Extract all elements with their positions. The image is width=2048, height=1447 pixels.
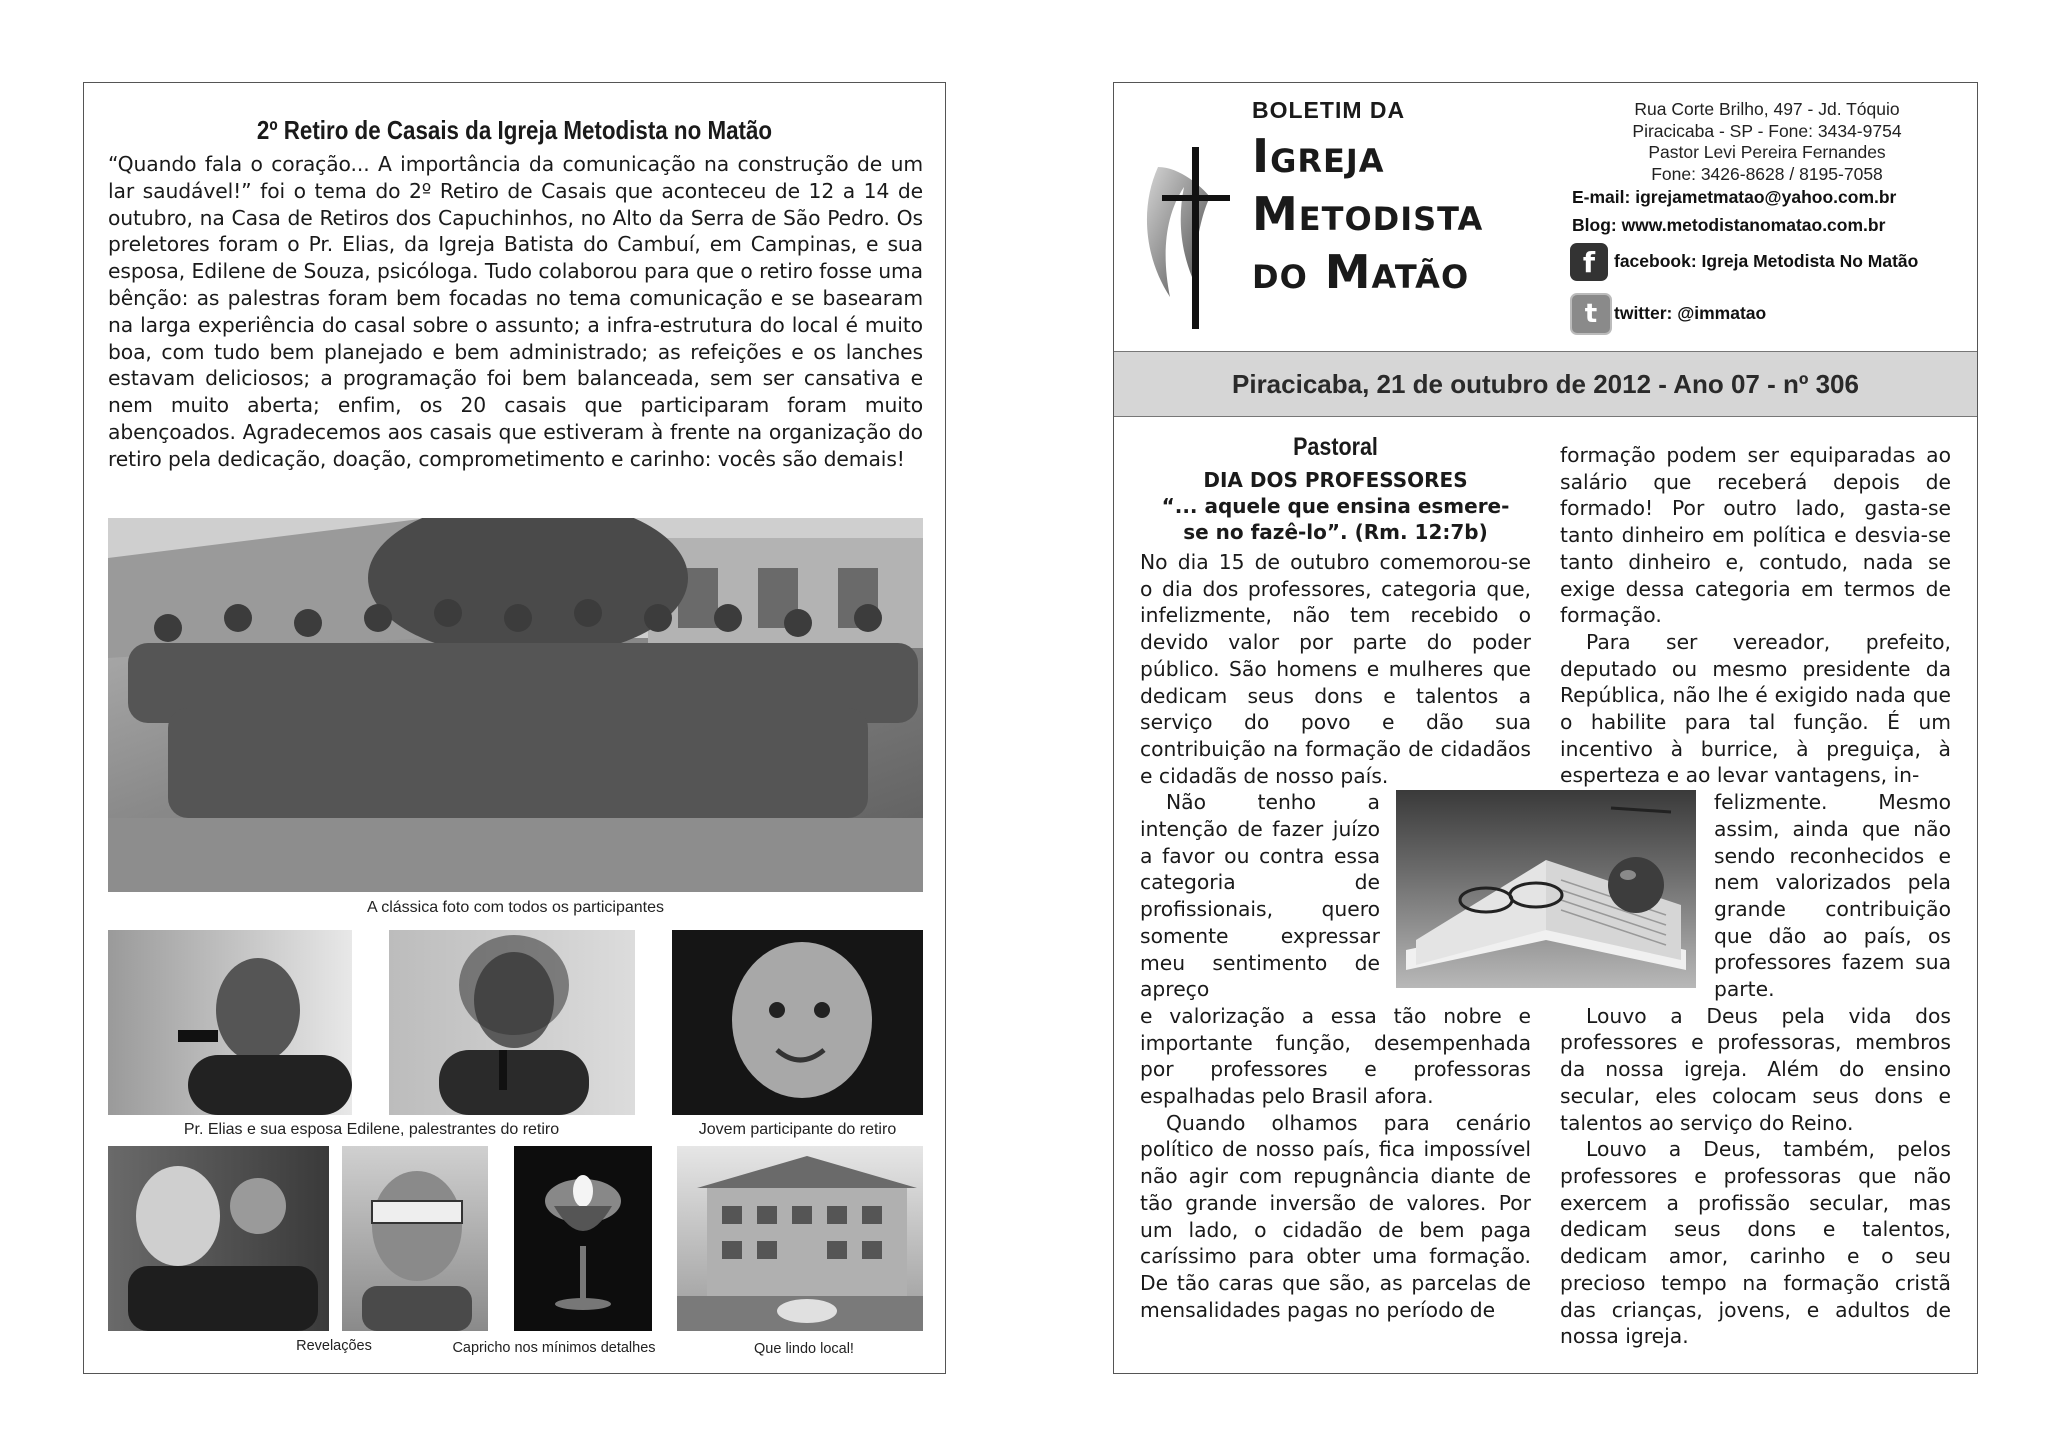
date-bar: Piracicaba, 21 de outubro de 2012 - Ano 07 - nº 306 bbox=[1114, 351, 1977, 417]
baby-photo bbox=[672, 930, 923, 1115]
facebook-link[interactable]: facebook: Igreja Metodista No Matão bbox=[1614, 251, 1919, 271]
col1-paragraph-2a: Não tenho a intenção de fazer juízo a favor ou contra essa categoria de profissionais, quero somente expressar meu sentimento de apreço bbox=[1140, 790, 1380, 1002]
church-name-line3: do Matão bbox=[1252, 245, 1470, 299]
right-page bbox=[1113, 82, 1978, 1374]
twitter-icon[interactable]: t bbox=[1570, 293, 1612, 335]
caption-young-participant: Jovem participante do retiro bbox=[698, 1121, 897, 1138]
email-link[interactable]: E-mail: igrejametmatao@yahoo.com.br bbox=[1572, 187, 1897, 207]
pastoral-column-2 bbox=[1560, 442, 1951, 1350]
pastor-phone: Fone: 3426-8628 / 8195-7058 bbox=[1651, 163, 1883, 184]
methodist-cross-flame-icon bbox=[1140, 147, 1240, 329]
caption-details: Capricho nos mínimos detalhes bbox=[452, 1340, 656, 1356]
masthead bbox=[1114, 83, 1977, 351]
pastor-photo bbox=[108, 930, 352, 1115]
candle-photo bbox=[514, 1146, 652, 1331]
article-body: “Quando fala o coração... A importância da comunicação na construção de um lar saudável!” foi o tema do 2º Retiro de Casais que aconteceu de 12 a 14 de outubro, na Casa de Retiros dos Capuchinhos, no Alto da Serra de São Pedro. Os preletores foram o Pr. Elias, da Igreja Batista do Cambuí, em Campinas, e sua esposa, Edilene de Souza, psicóloga. Tudo colaborou para que o retiro fosse uma bênção: as palestras foram bem focadas no tema comunicação e se basearam na larga experiência do casal sobre o assunto; a infra-estrutura do local é muito boa, com tudo bem planejado e bem administrado; as refeições e os lanches estavam deliciosos; a programação foi bem balanceada, sem ser cansativa e nem muito aberta; enfim, os 20 casais que participaram foram muito abençoados. Agradecemos aos casais que estiveram à frente na organização do retiro pela dedicação, doação, comprometimento e carinho: vocês são demais! bbox=[108, 152, 923, 471]
caption-location: Que lindo local! bbox=[754, 1341, 854, 1357]
sunglasses-man-photo bbox=[342, 1146, 488, 1331]
caption-revelations: Revelações bbox=[296, 1338, 372, 1354]
church-name-line2: Metodista bbox=[1252, 187, 1484, 241]
address: Rua Corte Brilho, 497 - Jd. Tóquio bbox=[1634, 99, 1900, 119]
twitter-link[interactable]: twitter: @immatao bbox=[1614, 303, 1767, 323]
church-name-line1: Igreja bbox=[1252, 129, 1385, 183]
col2-paragraph-2a: Para ser vereador, prefeito, deputado ou mesmo presidente da República, não lhe é exigido nada que o habilite para tal função. É um incentivo à burrice, à preguiça, à esperteza e ao levar vantagens, in- bbox=[1560, 629, 1951, 788]
col2-paragraph-1: formação podem ser equiparadas ao salário que receberá depois de formado! Por outro lado, gasta-se tanto dinheiro em política e desvia-se tanto dinheiro e, contudo, nada se exige dessa categoria em termos de formação. bbox=[1560, 443, 1951, 628]
church-name bbox=[1252, 127, 1483, 301]
pastor-name: Pastor Levi Pereira Fernandes bbox=[1648, 142, 1886, 162]
retreat-house-photo bbox=[677, 1146, 923, 1331]
city-phone: Piracicaba - SP - Fone: 3434-9754 bbox=[1632, 120, 1902, 141]
pastoral-quote: “... aquele que ensina esmere-se no fazê-lo”. (Rm. 12:7b) bbox=[1161, 494, 1510, 544]
costume-couple-photo bbox=[108, 1146, 329, 1331]
caption-speakers: Pr. Elias e sua esposa Edilene, palestrantes do retiro bbox=[183, 1121, 560, 1138]
article-title: 2º Retiro de Casais da Igreja Metodista no Matão bbox=[256, 115, 773, 145]
col2-paragraph-3: Louvo a Deus pela vida dos professores e professoras, membros da nossa igreja. Além do ensino secular, eles colocam seus dons e talentos ao serviço do Reino. bbox=[1560, 1003, 1951, 1135]
caption-group-photo: A clássica foto com todos os participantes bbox=[366, 899, 665, 916]
speaker-photo bbox=[389, 930, 635, 1115]
contact-block bbox=[1577, 99, 1957, 185]
boletim-label: BOLETIM DA bbox=[1252, 97, 1406, 123]
blog-link[interactable]: Blog: www.metodistanomatao.com.br bbox=[1572, 215, 1886, 235]
col2-paragraph-2b: felizmente. Mesmo assim, ainda que não sendo reconhecidos e nem valorizados pela grande contribuição que dão ao país, os professores fazem sua parte. bbox=[1714, 790, 1951, 1002]
col1-paragraph-1: No dia 15 de outubro comemorou-se o dia dos professores, categoria que, infelizmente, não tem recebido o devido valor por parte do poder público. São homens e mulheres que dedicam seus dons e talentos a serviço do povo e dão sua contribuição na formação de cidadãos e cidadãs de nosso país. bbox=[1140, 550, 1531, 788]
pastoral-subheading bbox=[1140, 467, 1531, 545]
group-photo bbox=[108, 518, 923, 892]
pastoral-heading: Pastoral bbox=[1293, 433, 1378, 461]
left-page bbox=[83, 82, 946, 1374]
facebook-icon[interactable]: f bbox=[1570, 243, 1608, 281]
col1-paragraph-2b: e valorização a essa tão nobre e importante função, desempenhada por professores e professoras espalhadas pelo Brasil afora. bbox=[1140, 1003, 1531, 1109]
col2-paragraph-4: Louvo a Deus, também, pelos professores e professoras que não exercem a profissão secular, mas dedicam seus dons e talentos, dedicam amor, carinho e o seu precioso tempo na formação cristã das crianças, jovens, e adultos de nossa igreja. bbox=[1560, 1137, 1951, 1349]
col1-paragraph-3: Quando olhamos para cenário político de nosso país, fica impossível não agir com repugnância diante de tão grande inversão de valores. Por um lado, o cidadão de bem paga caríssimo para obter uma formação. De tão caras que são, as parcelas de mensalidades pagas no período de bbox=[1140, 1110, 1531, 1322]
pastoral-headline: DIA DOS PROFESSORES bbox=[1203, 468, 1468, 492]
